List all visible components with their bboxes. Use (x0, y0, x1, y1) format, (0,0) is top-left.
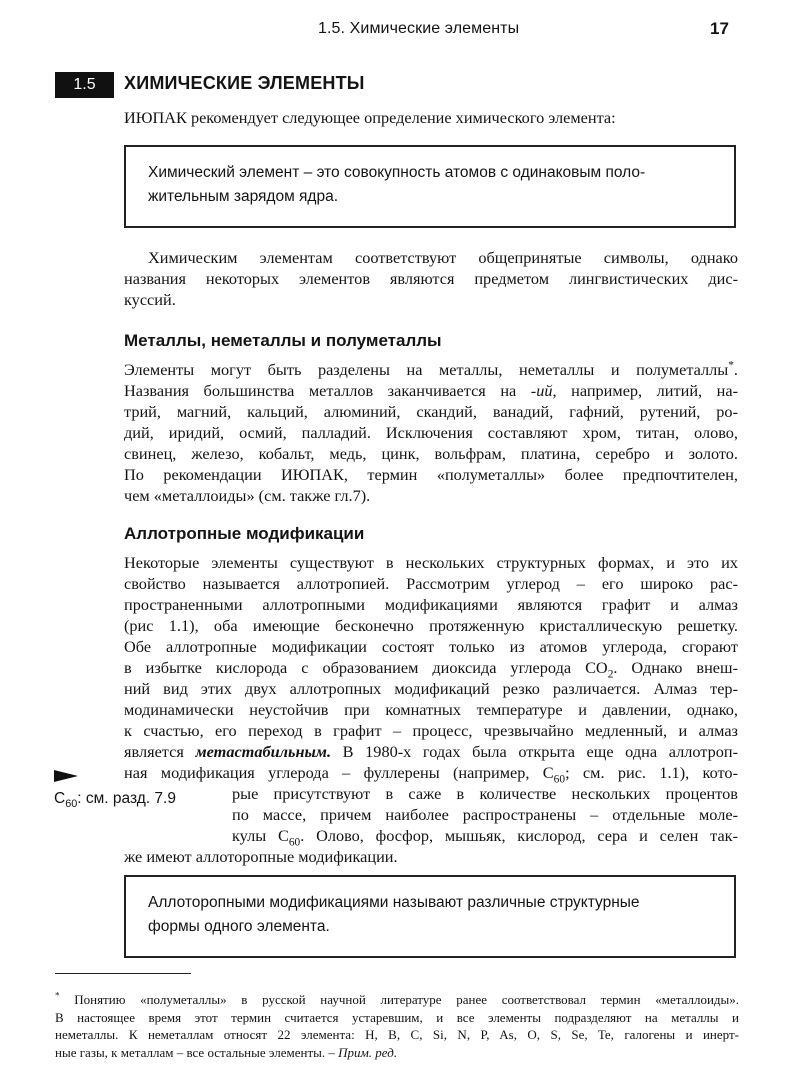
allo-line-14-tail: . Олово, фосфор, мышьяк, кислород, сера и селен так- (300, 826, 738, 845)
footnote-mark: * (728, 359, 734, 372)
section-title: ХИМИЧЕСКИЕ ЭЛЕМЕНТЫ (124, 73, 365, 93)
allo-line-14 (232, 825, 738, 849)
allo-line-10 (124, 741, 738, 762)
allotrope-box-line-2: формы одного элемента. (148, 918, 330, 935)
c60-subscript-2: 60 (288, 836, 301, 849)
allo-line-7: ний вид этих двух аллотропных модификаций резко различается. Алмаз тер- (124, 679, 738, 698)
allo-line-3: пространенными аллотропными модификациями являются графит и алмаз (124, 595, 738, 614)
allo-line-9: к счастью, его переход в графит – процесс, чрезвычайно медленный, и алмаз (124, 721, 738, 740)
definition-line-2: жительным зарядом ядра. (148, 188, 339, 205)
margin-note-text: : см. разд. 7.9 (77, 790, 176, 807)
metals-line-3: трий, магний, кальций, алюминий, скандий, ванадий, гафний, рутений, ро- (124, 402, 738, 421)
margin-note (54, 790, 176, 811)
metals-line-7: чем «металлоиды» (см. также гл.7). (124, 486, 371, 505)
margin-note-sub: 60 (65, 798, 78, 811)
allo-line-1: Некоторые элементы существуют в нескольких структурных формах, и это их (124, 553, 738, 572)
metals-line-1-text: Элементы могут быть разделены на металлы, неметаллы и полуметаллы (124, 360, 729, 379)
definition-box (124, 145, 736, 228)
co2-subscript: 2 (607, 668, 614, 681)
allo-line-11-tail: ; см. рис. 1.1), кото- (565, 763, 738, 782)
allo-line-12: рые присутствуют в саже в количестве нескольких процентов (232, 784, 738, 803)
footnote-rule (55, 973, 191, 974)
footnote (55, 991, 739, 1061)
symbols-line-2: названия некоторых элементов являются предметом лингвистических дис- (124, 269, 738, 288)
allo-line-8: модинамически неустойчив при комнатных температуре и давлении, однако, (124, 700, 738, 719)
metals-paragraph (124, 359, 738, 506)
metals-line-1: Элементы могут быть разделены на металлы, неметаллы и полуметаллы*. (124, 359, 738, 379)
intro-line: ИЮПАК рекомендует следующее определение химического элемента: (124, 108, 616, 127)
subsection-title-allotropes: Аллотропные модификации (124, 524, 365, 543)
footnote-line-4 (55, 1044, 739, 1062)
allotrope-box-line-1: Аллоторопными модификациями называют различные структурные (148, 894, 640, 911)
allo-line-5: Обе аллотропные модификации состоят только из атомов углерода, сгорают (124, 637, 738, 656)
allotrope-definition-text (148, 891, 708, 939)
metals-line-2-text: Названия большинства металлов заканчивается на (124, 381, 517, 400)
allo-line-13: по массе, причем наиболее распространены – отдельные моле- (232, 805, 738, 824)
allo-line-4: (рис 1.1), оба имеющие бесконечно протяженную кристаллическую решетку. (124, 616, 738, 635)
metals-line-2-tail: , например, литий, на- (552, 381, 739, 400)
running-head: 1.5. Химические элементы (318, 20, 520, 37)
footnote-editor: Прим. ред. (338, 1044, 398, 1060)
metals-suffix: -ий (530, 381, 553, 400)
italic-term: метастабильным. (195, 742, 332, 761)
allo-line-2: свойство называется аллотропией. Рассмотрим углерод – его широко рас- (124, 574, 738, 593)
allo-line-6 (124, 657, 738, 681)
allo-line-15: же имеют аллоторопные модификации. (124, 847, 398, 866)
allo-line-6-tail: . Однако внеш- (613, 658, 738, 677)
allo-line-10-text: является (124, 742, 184, 761)
definition-text (148, 161, 708, 209)
c60-subscript: 60 (553, 773, 566, 786)
footnote-line-1-text: Понятию «полуметаллы» в русской научной литературе ранее соответствовал термин «металлоиды». (74, 992, 739, 1007)
margin-arrow-icon (54, 770, 78, 782)
allotropes-paragraph (124, 552, 738, 867)
intro-paragraph (124, 107, 738, 128)
symbols-line-1: Химическим элементам соответствуют общепринятые символы, однако (148, 248, 738, 267)
allotrope-definition-box (124, 875, 736, 958)
footnote-star: * (55, 990, 60, 1001)
definition-line-1: Химический элемент – это совокупность атомов с одинаковым поло- (148, 164, 646, 181)
metals-line-5: свинец, железо, кобальт, медь, цинк, вольфрам, платина, серебро и золото. (124, 444, 738, 463)
footnote-line-3: неметаллы. К неметаллам относят 22 элемента: H, B, C, Si, N, P, As, O, S, Se, Te, галогены и инерт- (55, 1027, 739, 1042)
allo-line-11-text: ная модификация углерода – фуллерены (например, C (124, 763, 554, 782)
section-number-badge: 1.5 (55, 72, 114, 98)
metals-line-6: По рекомендации ИЮПАК, термин «полуметаллы» более предпочтителен, (124, 465, 738, 484)
footnote-line-1 (55, 991, 739, 1009)
subsection-title-metals: Металлы, неметаллы и полуметаллы (124, 331, 442, 350)
symbols-line-3: куссий. (124, 290, 176, 309)
allo-line-6-text: в избытке кислорода с образованием диоксида углерода CO (124, 658, 608, 677)
margin-note-prefix: C (54, 790, 66, 807)
footnote-line-4-text: ные газы, к металлам – все остальные элементы. – (55, 1044, 335, 1060)
page-number: 17 (710, 19, 729, 38)
allo-line-14-text: кулы C (232, 826, 289, 845)
footnote-line-2: В настоящее время этот термин считается устаревшим, и все элементы подразделяют на металлы и (55, 1009, 739, 1025)
metals-line-4: дий, иридий, осмий, палладий. Исключения составляют хром, титан, олово, (124, 423, 738, 442)
metals-line-2 (124, 380, 738, 401)
allo-line-11 (124, 762, 738, 786)
symbols-paragraph (124, 247, 738, 310)
allo-line-10-tail: В 1980-х годах была открыта еще одна аллотроп- (331, 742, 738, 761)
